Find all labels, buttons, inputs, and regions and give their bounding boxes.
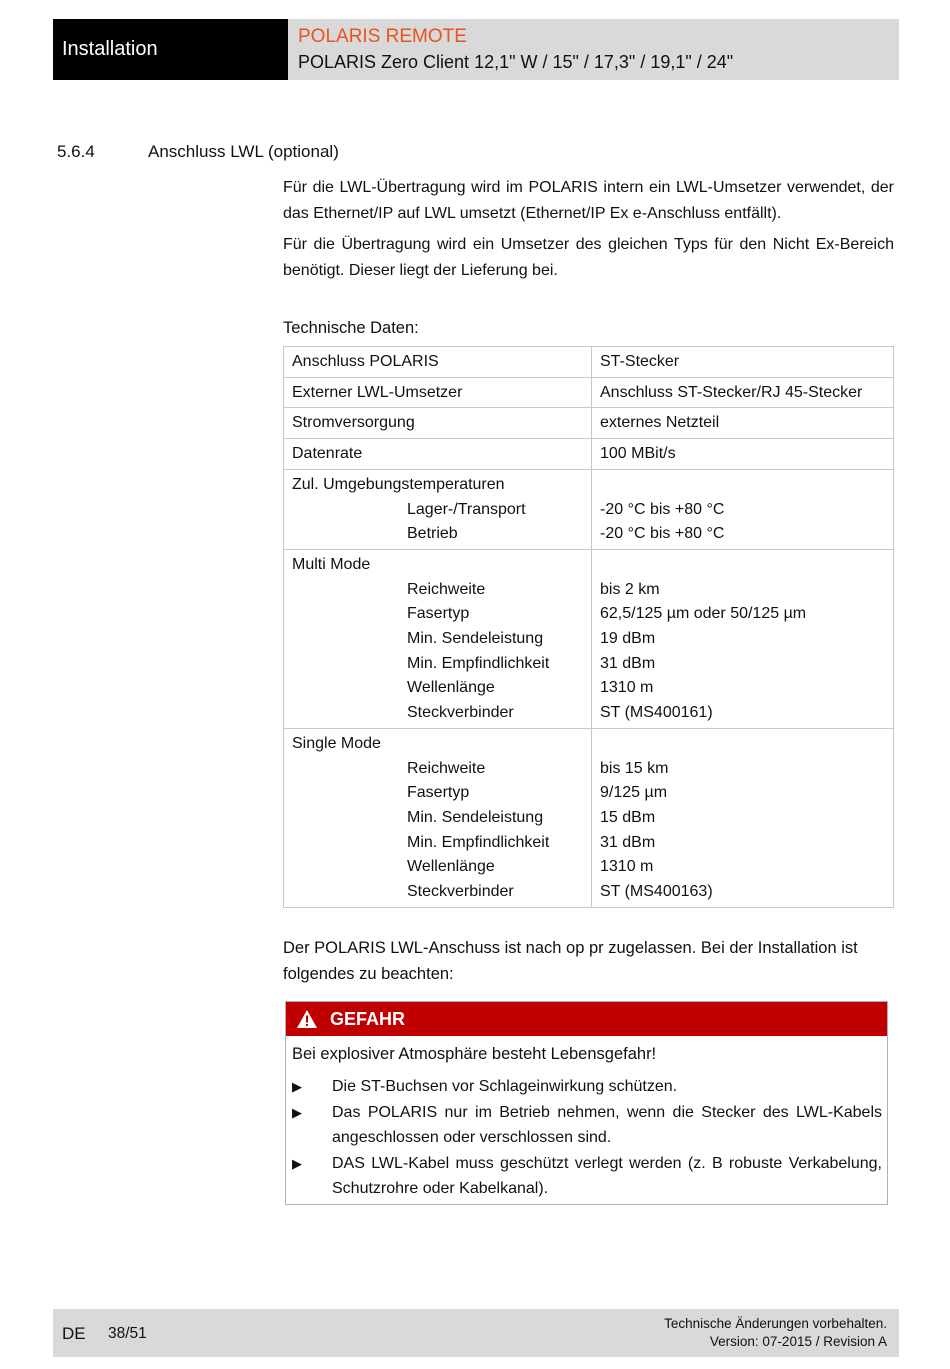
footer-page-number: 38/51 [108,1325,147,1342]
row-label: Min. Sendeleistung [407,630,544,648]
table-row-single-mode [284,728,894,907]
row-label: Betrieb [407,525,458,543]
header-brand: POLARIS REMOTE [298,26,467,47]
row-label: Stromversorgung [284,408,592,439]
installation-note: Der POLARIS LWL-Anschuss ist nach op pr zugelassen. Bei der Installation ist folgendes zu beachten: [283,939,858,983]
danger-box [285,1001,888,1205]
footer-language: DE [62,1324,86,1343]
table-row [284,377,894,408]
row-label: Fasertyp [407,784,470,802]
row-value: 1310 m [600,858,654,876]
list-item [292,1074,882,1100]
section-number: 5.6.4 [57,142,95,161]
tech-data-label: Technische Daten: [283,319,419,337]
row-label: Externer LWL-Umsetzer [284,377,592,408]
paragraph-2: Für die Übertragung wird ein Umsetzer des gleichen Typs für den Nicht Ex-Bereich benötigt. Dieser liegt der Lieferung bei. [283,236,894,279]
row-value: -20 °C bis +80 °C [600,525,725,543]
row-label: Datenrate [284,439,592,470]
row-label: Fasertyp [407,605,470,623]
list-item-text: DAS LWL-Kabel muss geschützt verlegt werden (z. B robuste Verkabelung, Schutzrohre oder Kabelkanal). [332,1154,882,1197]
row-label: Min. Empfindlichkeit [407,654,550,672]
table-row [284,439,894,470]
danger-list [292,1074,882,1202]
row-label: Steckverbinder [407,704,514,722]
tech-data-table [283,346,894,908]
paragraph-1: Für die LWL-Übertragung wird im POLARIS intern ein LWL-Umsetzer verwendet, der das Ethernet/IP auf LWL umsetzt (Ethernet/IP Ex e-Anschluss entfällt). [283,179,894,222]
row-label: Wellenlänge [407,858,495,876]
group-title: Multi Mode [292,555,371,573]
list-item-text: Die ST-Buchsen vor Schlageinwirkung schützen. [332,1078,678,1095]
table-row [284,347,894,378]
row-label: Min. Empfindlichkeit [407,833,550,851]
table-row [284,408,894,439]
header-product: POLARIS Zero Client 12,1" W / 15" / 17,3" / 19,1" / 24" [298,52,734,72]
row-value: ST-Stecker [592,347,894,378]
row-value: 100 MBit/s [592,439,894,470]
row-value: 31 dBm [600,654,656,672]
row-value: 1310 m [600,679,654,697]
row-value: 31 dBm [600,833,656,851]
group-title: Zul. Umgebungstemperaturen [292,475,505,493]
row-value: bis 15 km [600,759,669,777]
footer-version: Version: 07-2015 / Revision A [709,1334,887,1349]
row-value: 19 dBm [600,630,656,648]
table-row-multi-mode [284,549,894,728]
row-value: ST (MS400163) [600,883,713,901]
row-value: externes Netzteil [592,408,894,439]
row-label: Reichweite [407,759,486,777]
danger-title: GEFAHR [330,1008,406,1029]
row-value: 62,5/125 µm oder 50/125 µm [600,605,807,623]
list-item [292,1100,882,1151]
row-value: 15 dBm [600,808,656,826]
row-value: Anschluss ST-Stecker/RJ 45-Stecker [592,377,894,408]
row-value: -20 °C bis +80 °C [600,500,725,518]
row-label: Reichweite [407,580,486,598]
table-row-temperatures [284,469,894,549]
page-footer [53,1309,899,1357]
header-section-label [53,19,288,80]
list-item-text: Das POLARIS nur im Betrieb nehmen, wenn die Stecker des LWL-Kabels angeschlossen oder verschlossen sind. [332,1103,882,1146]
row-label: Steckverbinder [407,883,514,901]
row-label: Anschluss POLARIS [284,347,592,378]
group-title: Single Mode [292,734,381,752]
header-title-block [288,19,899,80]
row-label: Min. Sendeleistung [407,808,544,826]
header-section-text: Installation [62,38,158,60]
danger-header [286,1002,887,1036]
bullet-arrow-icon: ▶ [292,1104,302,1120]
row-value: 9/125 µm [600,784,668,802]
section-title: Anschluss LWL (optional) [148,142,339,161]
bullet-arrow-icon: ▶ [292,1155,302,1171]
row-value: bis 2 km [600,580,660,598]
bullet-arrow-icon: ▶ [292,1079,302,1094]
row-label: Wellenlänge [407,679,495,697]
row-value: ST (MS400161) [600,704,713,722]
warning-triangle-icon [296,1009,318,1029]
danger-lead: Bei explosiver Atmosphäre besteht Lebensgefahr! [292,1045,657,1063]
list-item [292,1151,882,1202]
footer-note: Technische Änderungen vorbehalten. [664,1316,887,1331]
row-label: Lager-/Transport [407,500,526,518]
